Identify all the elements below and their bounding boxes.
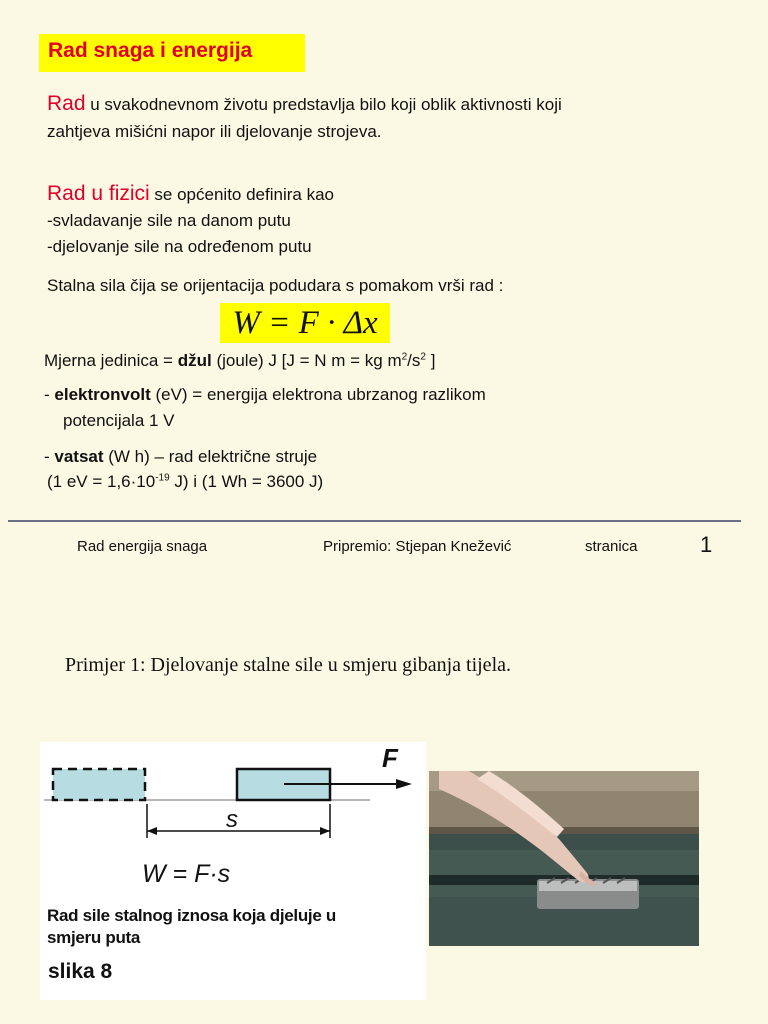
wh-line-1: [44, 444, 317, 470]
ev-line-2: potencijala 1 V: [63, 411, 175, 430]
figure-formula: W = F·s: [142, 860, 231, 888]
figure-label: slika 8: [48, 960, 113, 983]
wh-dash: -: [44, 447, 55, 466]
footer-page-word: stranica: [585, 538, 638, 555]
intro-keyword: Rad: [47, 92, 86, 115]
wh-line-2: [47, 469, 323, 495]
conversion-ev: (1 eV = 1,6·10: [47, 472, 156, 491]
ev-line-1: [44, 382, 486, 408]
initial-block: [53, 769, 145, 800]
unit-sup-2: 2: [420, 351, 426, 363]
intro-line-2: zahtjeva mišićni napor ili djelovanje strojeva.: [47, 122, 382, 141]
unit-mid: /s: [407, 351, 421, 370]
physics-item-1: -svladavanje sile na danom putu: [47, 211, 291, 230]
unit-sup-1: 2: [401, 351, 408, 363]
conversion-wh: J) i (1 Wh = 3600 J): [169, 472, 324, 491]
statement: Stalna sila čija se orijentacija podudara s pomakom vrši rad :: [47, 276, 504, 295]
distance-arrowhead-right: [320, 827, 330, 835]
wh-rest: (W h) – rad električne struje: [103, 447, 318, 466]
example-heading: Primjer 1: Djelovanje stalne sile u smjeru gibanja tijela.: [65, 654, 511, 676]
distance-arrowhead-left: [147, 827, 157, 835]
physics-keyword: Rad u fizici: [47, 182, 150, 205]
unit-end: ]: [425, 351, 436, 370]
distance-label: s: [226, 806, 238, 833]
unit-suffix: (joule) J [J = N m = kg m: [211, 351, 402, 370]
work-formula: W = F · Δx: [220, 303, 390, 343]
page-number: 1: [700, 532, 713, 557]
force-label: F: [382, 743, 398, 773]
work-figure: [40, 742, 426, 1000]
intro-text-1: u svakodnevnom životu predstavlja bilo koji oblik aktivnosti koji: [85, 95, 562, 114]
footer-left: Rad energija snaga: [77, 538, 208, 555]
unit-prefix: Mjerna jedinica =: [44, 351, 178, 370]
wh-name: vatsat: [54, 447, 104, 466]
figure-caption-2: smjeru puta: [47, 928, 141, 947]
photo-illustration: [429, 771, 699, 946]
intro-line-1: [47, 91, 562, 118]
ev-name: elektronvolt: [54, 385, 151, 404]
physics-item-2: -djelovanje sile na određenom putu: [47, 237, 312, 256]
force-arrowhead: [396, 779, 412, 789]
footer-divider: [8, 520, 741, 522]
footer-author: Pripremio: Stjepan Knežević: [323, 538, 512, 555]
chalkboard-photo: [429, 771, 699, 946]
page-title: Rad snaga i energija: [39, 34, 305, 72]
physics-text-1: se općenito definira kao: [149, 185, 334, 204]
unit-line: [44, 348, 435, 374]
ev-rest: (eV) = energija elektrona ubrzanog razlikom: [150, 385, 486, 404]
ev-dash: -: [44, 385, 55, 404]
figure-caption-1: Rad sile stalnog iznosa koja djeluje u: [47, 906, 337, 925]
unit-name: džul: [177, 351, 212, 370]
conversion-sup: -19: [155, 472, 170, 484]
physics-line-1: [47, 181, 334, 208]
